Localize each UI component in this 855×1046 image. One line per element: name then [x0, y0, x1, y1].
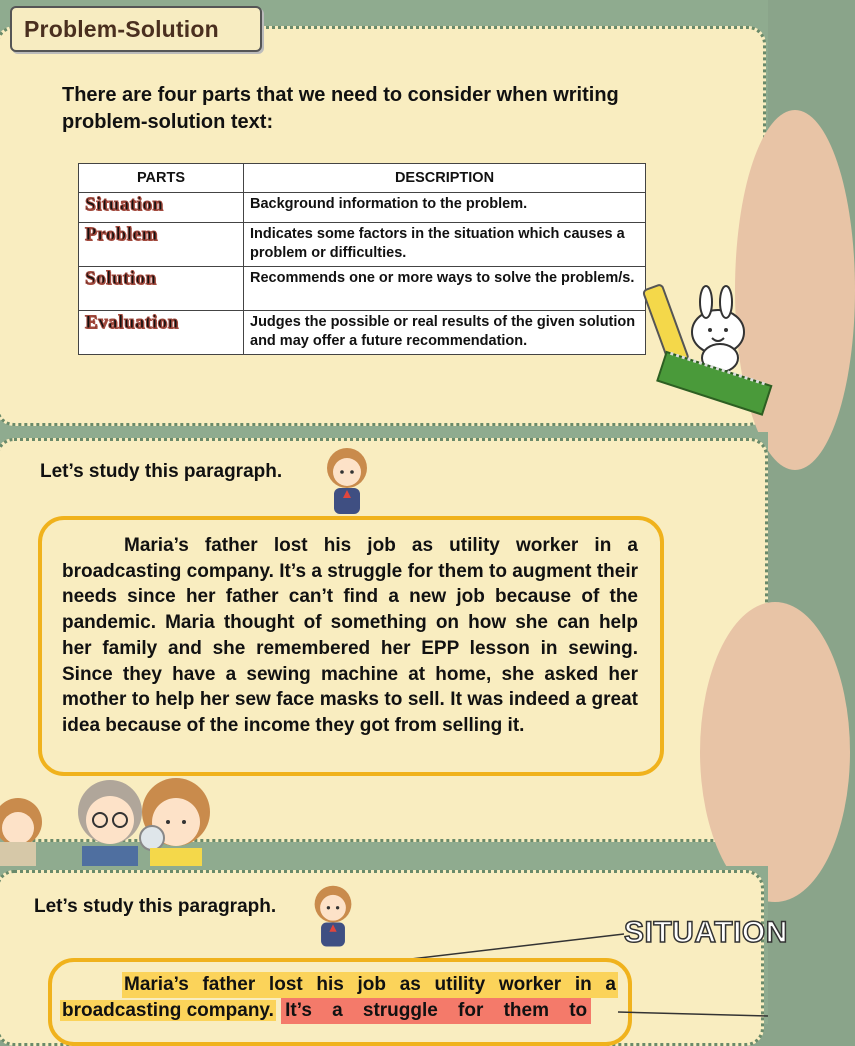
family-illustration: [0, 772, 230, 866]
paragraph-line-1: [60, 972, 618, 998]
section-heading: Let’s study this paragraph.: [34, 896, 277, 917]
page-title: Problem-Solution: [24, 16, 219, 42]
situation-label: SITUATION: [624, 916, 788, 949]
paragraph-text: Maria’s father lost his job as utility worker in a broadcasting company. It’s a struggle for them to augment their needs since her father can’t find a new job because of the pandemic. Maria thought of something on how she can help her family and she remembered her EPP lesson in sewing. Since they have a sewing machine at home, she asked her mother to help her sew face masks to sell. It was indeed a great idea because of the income they got from selling it.: [62, 535, 638, 736]
table-row: [79, 193, 646, 223]
situation-highlight: Maria’s father lost his job as utility worker in a: [122, 972, 618, 998]
decor-curve: [700, 602, 850, 902]
table-row: [79, 267, 646, 311]
slide-study-paragraph: [0, 432, 768, 866]
desc-evaluation: Judges the possible or real results of the given solution and may offer a future recommendation.: [244, 311, 646, 355]
desc-problem: Indicates some factors in the situation which causes a problem or difficulties.: [244, 223, 646, 267]
col-header-parts: PARTS: [79, 164, 244, 193]
title-tab: [10, 6, 262, 52]
problem-pointer-line: [618, 1008, 768, 1020]
slide-problem-solution: [0, 0, 768, 432]
section-heading: Let’s study this paragraph.: [40, 461, 283, 482]
col-header-description: DESCRIPTION: [244, 164, 646, 193]
slide-study-paragraph-annotated: [0, 866, 788, 1024]
paragraph-line-2: [60, 998, 618, 1024]
table-row: [79, 223, 646, 267]
girl-avatar: [322, 446, 372, 518]
desc-situation: Background information to the problem.: [244, 193, 646, 223]
desc-solution: Recommends one or more ways to solve the problem/s.: [244, 267, 646, 311]
part-problem: Problem: [79, 223, 244, 267]
table-header-row: [79, 164, 646, 193]
part-evaluation: Evaluation: [79, 311, 244, 355]
situation-highlight-end: broadcasting company.: [62, 1000, 274, 1021]
table-row: [79, 311, 646, 355]
intro-text: There are four parts that we need to consider when writing problem-solution text:: [62, 84, 619, 133]
problem-highlight: It’s a struggle for them to: [281, 998, 591, 1024]
parts-table: [78, 163, 646, 355]
bunny-notebook-illustration: [640, 262, 768, 412]
part-solution: Solution: [79, 267, 244, 311]
part-situation: Situation: [79, 193, 244, 223]
